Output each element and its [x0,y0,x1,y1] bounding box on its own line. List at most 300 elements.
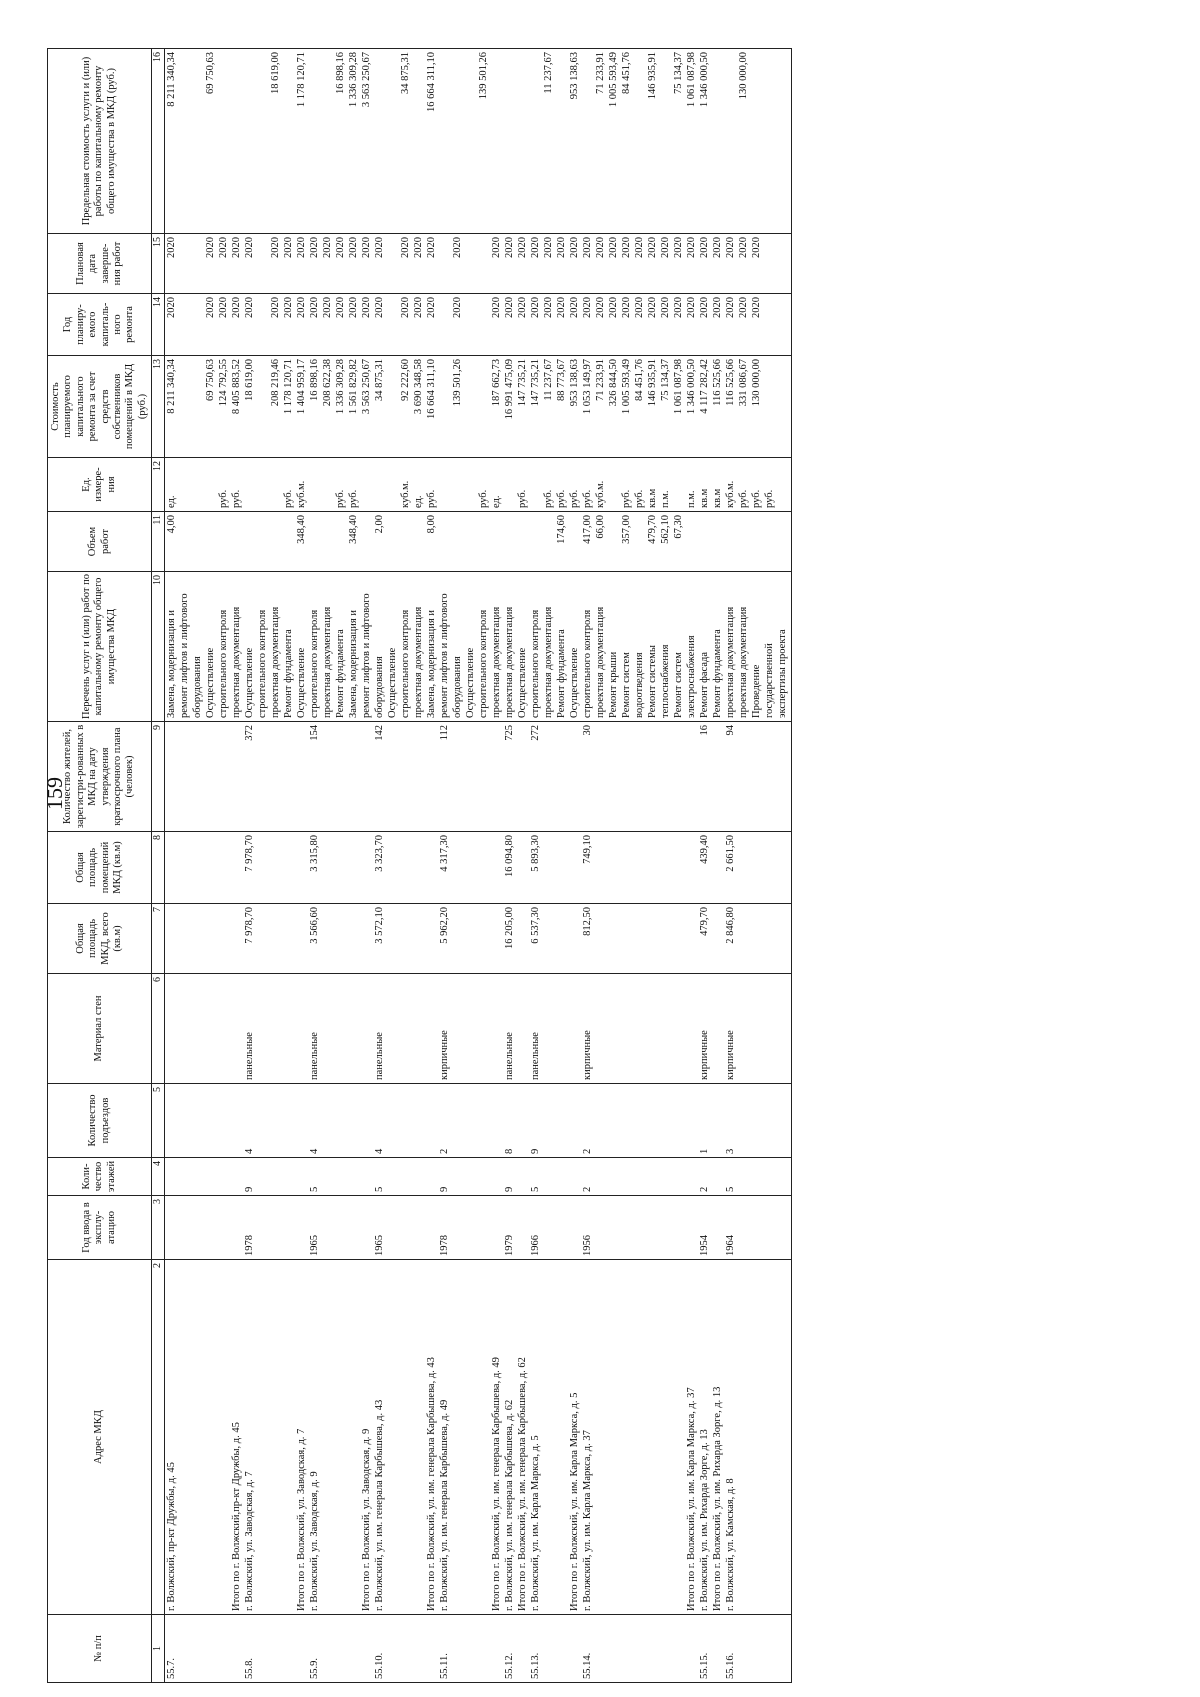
empty-line [777,1161,790,1192]
work-volume-cell: 4,00 [166,515,177,534]
planned-cost-cell: 1 178 120,71 [283,359,294,415]
empty-line [738,1263,751,1611]
wall-material-cell: панельные [504,1032,515,1080]
empty-line [205,977,218,1080]
floors-cell: 5 [530,1186,541,1192]
address-cell: Итого по г. Волжский, ул. Заводская, д. 9 [361,1428,372,1611]
empty-line [205,1263,218,1611]
empty-line [595,835,608,900]
empty-line [504,461,517,508]
total-area-cell: 479,70 [699,907,710,936]
empty-line [257,297,270,352]
work-item-cell: водоотведения [634,652,645,718]
total-area-cell: 3 572,10 [374,907,385,944]
empty-line [413,52,426,230]
empty-line [322,515,335,568]
empty-line [179,1618,192,1679]
empty-line [335,515,348,568]
completion-date-cell: 2020 [335,237,346,258]
empty-line [257,237,270,290]
empty-line [660,1263,673,1611]
empty-line [348,1263,361,1611]
plan-year-cell: 2020 [504,297,515,318]
work-item-cell: строительного контроля [218,609,229,718]
empty-line [296,1087,309,1154]
empty-line [166,725,179,828]
wall-material-cell: панельные [374,1032,385,1080]
empty-line [452,1618,465,1679]
empty-line [543,835,556,900]
planned-cost-cell: 953 138,63 [569,359,580,407]
empty-line [751,725,764,828]
address-cell: г. Волжский, ул. им. генерала Карбышева, д. 43 [374,1399,385,1611]
planned-cost-cell: 92 222,60 [400,359,411,401]
empty-line [569,725,582,828]
empty-line [348,977,361,1080]
planned-cost-cell: 88 773,67 [556,359,567,401]
empty-line [283,1161,296,1192]
col-entrances [165,1084,792,1158]
empty-line [335,1263,348,1611]
completion-date-cell: 2020 [738,237,749,258]
empty-line [764,359,777,454]
empty-line [569,515,582,568]
empty-line [374,461,387,508]
empty-line [465,461,478,508]
max-cost-cell: 84 451,76 [621,52,632,94]
column-header: Объем работ [48,512,152,572]
empty-line [738,977,751,1080]
empty-line [478,1199,491,1256]
completion-date-cell: 2020 [712,237,723,258]
empty-line [647,725,660,828]
plan-year-cell: 2020 [322,297,333,318]
empty-line [556,1263,569,1611]
column-header: Количество жителей, зарегистри-рованных в МКД на дату утверждения краткосрочного плана (человек) [48,722,152,832]
plan-year-cell: 2020 [452,297,463,318]
wall-material-cell: кирпичные [439,1030,450,1080]
col-year-built [165,1196,792,1260]
work-item-cell: проектная документация [491,606,502,718]
max-cost-cell: 69 750,63 [205,52,216,94]
unit-cell: п.м. [660,490,671,508]
empty-line [413,1199,426,1256]
empty-line [673,1199,686,1256]
unit-cell: руб. [478,489,489,508]
empty-line [400,1087,413,1154]
empty-line [218,1161,231,1192]
empty-line [608,1087,621,1154]
empty-line [283,907,296,970]
empty-line [647,835,660,900]
completion-date-cell: 2020 [348,237,359,258]
empty-line [452,1199,465,1256]
plan-year-cell: 2020 [517,297,528,318]
completion-date-cell: 2020 [582,237,593,258]
empty-line [764,725,777,828]
empty-line [192,297,205,352]
wall-material-cell: панельные [309,1032,320,1080]
wall-material-cell: панельные [530,1032,541,1080]
empty-line [452,835,465,900]
planned-cost-cell: 69 750,63 [205,359,216,401]
empty-line [660,835,673,900]
empty-line [491,1618,504,1679]
column-header: Год планиру-емого капиталь-ного ремонта [48,294,152,356]
empty-line [608,977,621,1080]
empty-line [608,1199,621,1256]
empty-line [361,725,374,828]
empty-line [387,52,400,230]
empty-line [543,1618,556,1679]
empty-line [218,1618,231,1679]
empty-line [777,835,790,900]
empty-line [673,1618,686,1679]
col-floors [165,1158,792,1196]
work-volume-cell: 8,00 [426,515,437,534]
empty-line [205,725,218,828]
repair-plan-table [47,48,792,1683]
empty-line [673,907,686,970]
empty-line [322,52,335,230]
empty-line [426,1199,439,1256]
empty-line [647,1087,660,1154]
empty-line [738,1199,751,1256]
max-cost-cell: 71 233,91 [595,52,606,94]
empty-line [712,907,725,970]
empty-line [712,1087,725,1154]
empty-line [556,1161,569,1192]
work-item-cell: проектная документация [322,606,333,718]
empty-line [361,977,374,1080]
empty-line [465,297,478,352]
work-item-cell: Замена, модернизация и [426,610,437,718]
empty-line [413,725,426,828]
empty-line [738,515,751,568]
planned-cost-cell: 139 501,26 [452,359,463,407]
residents-cell: 154 [309,725,320,741]
empty-line [166,907,179,970]
empty-line [686,835,699,900]
empty-line [270,977,283,1080]
empty-line [634,907,647,970]
plan-year-cell: 2020 [231,297,242,318]
empty-line [478,835,491,900]
empty-line [543,1161,556,1192]
work-item-cell: строительного контроля [400,609,411,718]
premises-area-cell: 5 893,30 [530,835,541,872]
empty-line [543,977,556,1080]
residents-cell: 16 [699,725,710,736]
empty-line [751,515,764,568]
empty-line [296,835,309,900]
address-cell: Итого по г. Волжский, ул. им. генерала Карбышева, д. 62 [517,1357,528,1611]
empty-line [179,1087,192,1154]
empty-line [283,1199,296,1256]
empty-line [582,52,595,230]
completion-date-cell: 2020 [270,237,281,258]
empty-line [621,1263,634,1611]
work-item-cell: проектная документация [504,606,515,718]
empty-line [439,237,452,290]
work-item-cell: ремонт лифтов и лифтового [361,593,372,718]
row-number-cell: 55.7. [166,1658,177,1679]
column-header: Коли-чество этажей [48,1158,152,1196]
empty-line [335,835,348,900]
plan-year-cell: 2020 [569,297,580,318]
empty-line [712,515,725,568]
empty-line [517,1199,530,1256]
col-max-cost [165,49,792,234]
empty-line [777,977,790,1080]
empty-line [283,1087,296,1154]
empty-line [491,835,504,900]
plan-year-cell: 2020 [426,297,437,318]
work-item-cell: Ремонт системы [647,645,658,718]
column-header: Адрес МКД [48,1260,152,1615]
completion-date-cell: 2020 [673,237,684,258]
empty-line [465,835,478,900]
planned-cost-cell: 326 844,50 [608,359,619,407]
entrances-cell: 1 [699,1148,710,1154]
empty-line [257,835,270,900]
unit-cell: руб. [582,489,593,508]
work-item-cell: Замена, модернизация и [348,610,359,718]
empty-line [725,515,738,568]
year-built-cell: 1979 [504,1235,515,1256]
empty-line [244,515,257,568]
max-cost-cell: 1 336 309,28 [348,52,359,108]
empty-line [400,1199,413,1256]
unit-cell: руб. [231,489,242,508]
empty-line [179,1199,192,1256]
entrances-cell: 3 [725,1148,736,1154]
empty-line [621,1161,634,1192]
empty-line [192,515,205,568]
empty-line [660,977,673,1080]
completion-date-cell: 2020 [634,237,645,258]
plan-year-cell: 2020 [751,297,762,318]
column-number: 12 [152,458,165,512]
empty-line [426,907,439,970]
empty-line [777,237,790,290]
work-item-cell: государственной [764,643,775,718]
unit-cell: руб. [218,489,229,508]
column-header: Стоимость планируемого капитального ремонта за счет средств собственников помещений в МКД (руб.) [48,356,152,458]
empty-line [257,461,270,508]
completion-date-cell: 2020 [218,237,229,258]
empty-line [673,461,686,508]
planned-cost-cell: 146 935,91 [647,359,658,407]
planned-cost-cell: 187 662,73 [491,359,502,407]
empty-line [426,977,439,1080]
empty-line [712,977,725,1080]
unit-cell: куб.м. [595,480,606,508]
empty-line [348,725,361,828]
empty-line [192,359,205,454]
residents-cell: 725 [504,725,515,741]
work-item-cell: Ремонт фундамента [335,629,346,718]
empty-line [179,359,192,454]
column-number: 9 [152,722,165,832]
empty-line [361,1161,374,1192]
floors-cell: 9 [244,1186,255,1192]
max-cost-cell: 3 563 250,67 [361,52,372,108]
empty-line [465,725,478,828]
empty-line [335,725,348,828]
empty-line [673,725,686,828]
plan-year-cell: 2020 [283,297,294,318]
work-item-cell: строительного контроля [309,609,320,718]
empty-line [361,461,374,508]
empty-line [400,725,413,828]
empty-line [257,1087,270,1154]
empty-line [218,1087,231,1154]
empty-line [647,1161,660,1192]
year-built-cell: 1978 [439,1235,450,1256]
empty-line [231,1087,244,1154]
empty-line [777,515,790,568]
empty-line [387,461,400,508]
empty-line [179,1161,192,1192]
column-header: Год ввода в эксплу-атацию [48,1196,152,1260]
planned-cost-cell: 11 237,67 [543,359,554,401]
column-number-row [152,49,165,1683]
work-item-cell: строительного контроля [257,609,268,718]
empty-line [309,52,322,230]
empty-line [387,1161,400,1192]
completion-date-cell: 2020 [205,237,216,258]
empty-line [777,359,790,454]
empty-line [517,977,530,1080]
floors-cell: 2 [582,1186,593,1192]
col-total-area [165,904,792,974]
empty-line [192,907,205,970]
planned-cost-cell: 331 086,67 [738,359,749,407]
planned-cost-cell: 8 405 883,52 [231,359,242,415]
address-cell: Итого по г. Волжский, ул. им. Рихарда Зорге, д. 13 [712,1386,723,1611]
max-cost-cell: 8 211 340,34 [166,52,177,107]
empty-line [751,1618,764,1679]
empty-line [348,1618,361,1679]
unit-cell: руб. [426,489,437,508]
empty-line [738,1161,751,1192]
empty-line [244,52,257,230]
planned-cost-cell: 18 619,00 [244,359,255,401]
empty-line [465,515,478,568]
empty-line [764,1087,777,1154]
entrances-cell: 4 [244,1148,255,1154]
year-built-cell: 1966 [530,1235,541,1256]
completion-date-cell: 2020 [608,237,619,258]
plan-year-cell: 2020 [530,297,541,318]
unit-cell: кв.м [647,488,658,508]
premises-area-cell: 4 317,30 [439,835,450,872]
empty-line [400,1618,413,1679]
empty-line [595,977,608,1080]
empty-line [738,725,751,828]
residents-cell: 142 [374,725,385,741]
empty-line [647,1199,660,1256]
column-number: 13 [152,356,165,458]
planned-cost-cell: 116 525,66 [725,359,736,406]
empty-line [634,1263,647,1611]
planned-cost-cell: 1 346 000,50 [686,359,697,415]
completion-date-cell: 2020 [322,237,333,258]
address-cell: г. Волжский, ул. им. генерала Карбышева, д. 62 [504,1399,515,1611]
completion-date-cell: 2020 [569,237,580,258]
empty-line [595,907,608,970]
empty-line [322,1618,335,1679]
plan-year-cell: 2020 [738,297,749,318]
unit-cell: руб. [543,489,554,508]
column-header: Ед. измере-ния [48,458,152,512]
empty-line [543,907,556,970]
empty-line [647,977,660,1080]
empty-line [595,1618,608,1679]
empty-line [192,52,205,230]
empty-line [764,515,777,568]
premises-area-cell: 439,40 [699,835,710,864]
column-number: 16 [152,49,165,234]
empty-line [452,1263,465,1611]
empty-line [348,835,361,900]
table-row [165,49,792,1683]
unit-cell: руб. [556,489,567,508]
floors-cell: 9 [504,1186,515,1192]
address-cell: Итого по г. Волжский, ул. им. генерала Карбышева, д. 49 [491,1357,502,1611]
empty-line [283,725,296,828]
work-item-cell: Проведение [751,664,762,718]
residents-cell: 30 [582,725,593,736]
planned-cost-cell: 16 898,16 [309,359,320,401]
plan-year-cell: 2020 [634,297,645,318]
column-number: 14 [152,294,165,356]
empty-line [413,907,426,970]
empty-line [777,1618,790,1679]
entrances-cell: 2 [439,1148,450,1154]
empty-line [192,977,205,1080]
address-cell: г. Волжский, пр-кт Дружбы, д. 45 [166,1462,177,1611]
empty-line [270,725,283,828]
work-item-cell: ремонт лифтов и лифтового [179,593,190,718]
row-number-cell: 55.12. [504,1652,515,1679]
planned-cost-cell: 147 735,21 [530,359,541,407]
planned-cost-cell: 1 561 829,82 [348,359,359,415]
empty-line [660,907,673,970]
empty-line [166,1087,179,1154]
work-item-cell: проектная документация [270,606,281,718]
empty-line [335,977,348,1080]
empty-line [556,1618,569,1679]
column-header: Общая площадь помещений МКД (кв.м) [48,832,152,904]
empty-line [244,461,257,508]
empty-line [439,359,452,454]
empty-line [686,1161,699,1192]
empty-line [517,835,530,900]
empty-line [231,52,244,230]
empty-line [296,725,309,828]
max-cost-cell: 1 005 593,49 [608,52,619,108]
empty-line [361,1087,374,1154]
empty-line [764,297,777,352]
empty-line [712,1161,725,1192]
empty-line [621,835,634,900]
max-cost-cell: 34 875,31 [400,52,411,94]
premises-area-cell: 3 323,70 [374,835,385,872]
empty-line [556,52,569,230]
col-wall-material [165,974,792,1084]
